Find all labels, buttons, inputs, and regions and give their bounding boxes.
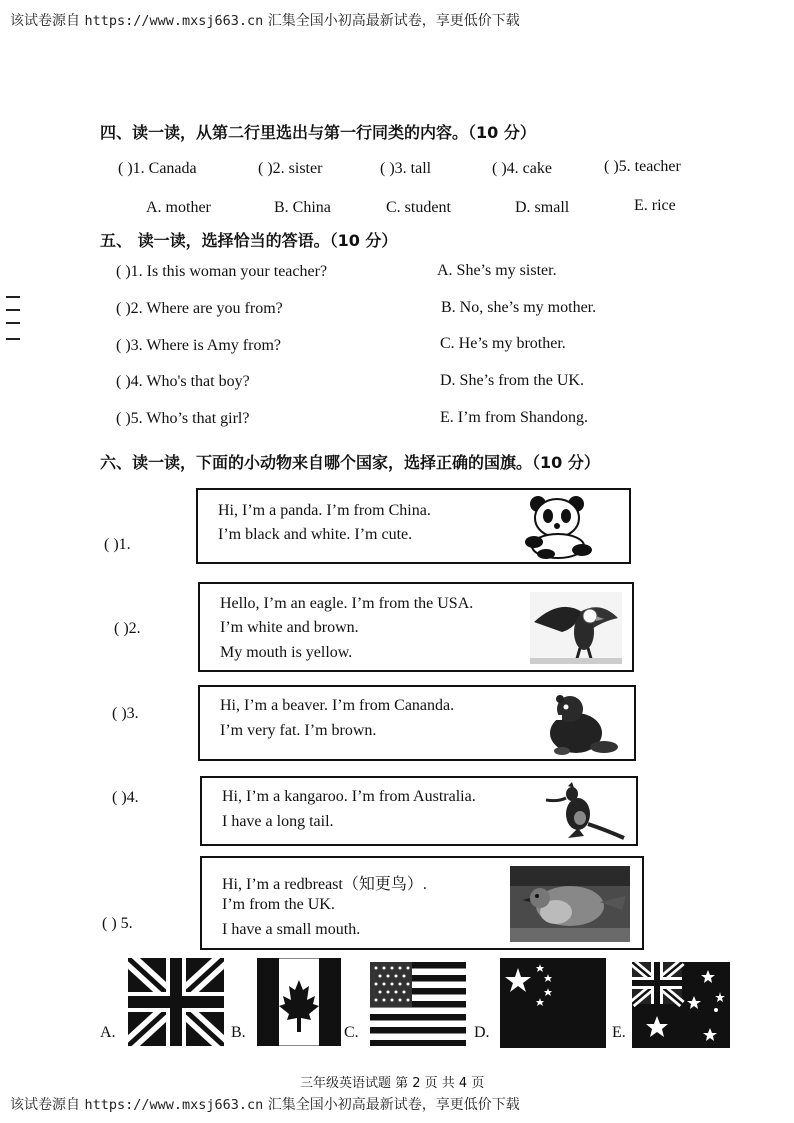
usa-flag-icon [370,962,466,1046]
section4-option-d: D. small [515,199,570,216]
flag-letter-c: C. [344,1024,359,1041]
panda-icon [516,494,600,560]
section4-title: 四、读一读，从第二行里选出与第一行同类的内容。（10 分） [100,123,536,142]
australia-flag-icon [632,962,730,1048]
section5-answer-b: B. No, she’s my mother. [441,299,597,316]
item-2-line-3: My mouth is yellow. [220,644,353,661]
section6-item-2-label: ( )2. [114,620,141,637]
section6-item-4-box [200,776,638,846]
banner-url-link[interactable]: https://www.mxsj663.cn [84,1097,264,1113]
section5-question-3: ( )3. Where is Amy from? [116,337,281,354]
section5-answer-e: E. I’m from Shandong. [440,409,588,426]
top-banner [10,10,520,30]
item-1-line-1: Hi, I’m a panda. I’m from China. [218,502,431,519]
section6-item-5-box [200,856,644,950]
section5-question-4: ( )4. Who's that boy? [116,373,250,390]
china-flag-icon [500,958,606,1048]
section4-item-3: ( )3. tall [380,160,432,177]
section5-answer-d: D. She’s from the UK. [440,372,584,389]
redbreast-icon [510,866,630,942]
section4-option-b: B. China [274,199,331,216]
beaver-icon [536,693,618,757]
section5-title: 五、 读一读，选择恰当的答语。（10 分） [100,231,398,250]
item-4-line-2: I have a long tail. [222,813,334,830]
item-3-line-2: I’m very fat. I’m brown. [220,722,377,739]
section6-item-4-label: ( )4. [112,789,139,806]
section5-question-5: ( )5. Who’s that girl? [116,410,250,427]
margin-mark [6,322,20,324]
margin-mark [6,338,20,340]
section6-item-5-label: ( ) 5. [102,915,133,932]
eagle-icon [530,592,622,664]
section4-item-4: ( )4. cake [492,160,552,177]
section6-item-3-label: ( )3. [112,705,139,722]
section6-item-1-label: ( )1. [104,536,131,553]
section5-question-2: ( )2. Where are you from? [116,300,283,317]
flag-letter-d: D. [474,1024,490,1041]
banner-url-link[interactable]: https://www.mxsj663.cn [84,13,264,29]
item-5-line-1: Hi, I’m a redbreast（知更鸟）. [222,876,427,893]
canada-flag-icon [257,958,341,1046]
item-4-line-1: Hi, I’m a kangaroo. I’m from Australia. [222,788,476,805]
section5-question-1: ( )1. Is this woman your teacher? [116,263,328,280]
bottom-banner [10,1094,520,1114]
section4-item-5: ( )5. teacher [604,158,681,175]
page-footer: 三年级英语试题 第 2 页 共 4 页 [300,1076,485,1091]
item-2-line-1: Hello, I’m an eagle. I’m from the USA. [220,595,474,612]
item-5-line-3: I have a small mouth. [222,921,361,938]
section4-option-e: E. rice [634,197,676,214]
section5-answer-a: A. She’s my sister. [437,262,557,279]
section6-title: 六、读一读，下面的小动物来自哪个国家，选择正确的国旗。（10 分） [100,453,600,472]
section4-item-2: ( )2. sister [258,160,323,177]
item-2-line-2: I’m white and brown. [220,619,359,636]
item-1-line-2: I’m black and white. I’m cute. [218,526,413,543]
kangaroo-icon [538,780,628,842]
banner-suffix: 汇集全国小初高最新试卷，享更低价下载 [267,1097,520,1113]
banner-suffix: 汇集全国小初高最新试卷，享更低价下载 [267,13,520,29]
item-5-line-2: I’m from the UK. [222,896,335,913]
flag-letter-e: E. [612,1024,626,1041]
banner-prefix: 该试卷源自 [10,13,80,29]
flag-letter-b: B. [231,1024,246,1041]
margin-mark [6,296,20,298]
section4-option-c: C. student [386,199,451,216]
section5-answer-c: C. He’s my brother. [440,335,566,352]
banner-prefix: 该试卷源自 [10,1097,80,1113]
flag-letter-a: A. [100,1024,116,1041]
section6-item-2-box [198,582,634,672]
margin-mark [6,309,20,311]
section4-option-a: A. mother [146,199,211,216]
uk-flag-icon [128,958,224,1046]
item-3-line-1: Hi, I’m a beaver. I’m from Cananda. [220,697,455,714]
section4-item-1: ( )1. Canada [118,160,197,177]
section6-item-1-box [196,488,631,564]
section6-item-3-box [198,685,636,761]
